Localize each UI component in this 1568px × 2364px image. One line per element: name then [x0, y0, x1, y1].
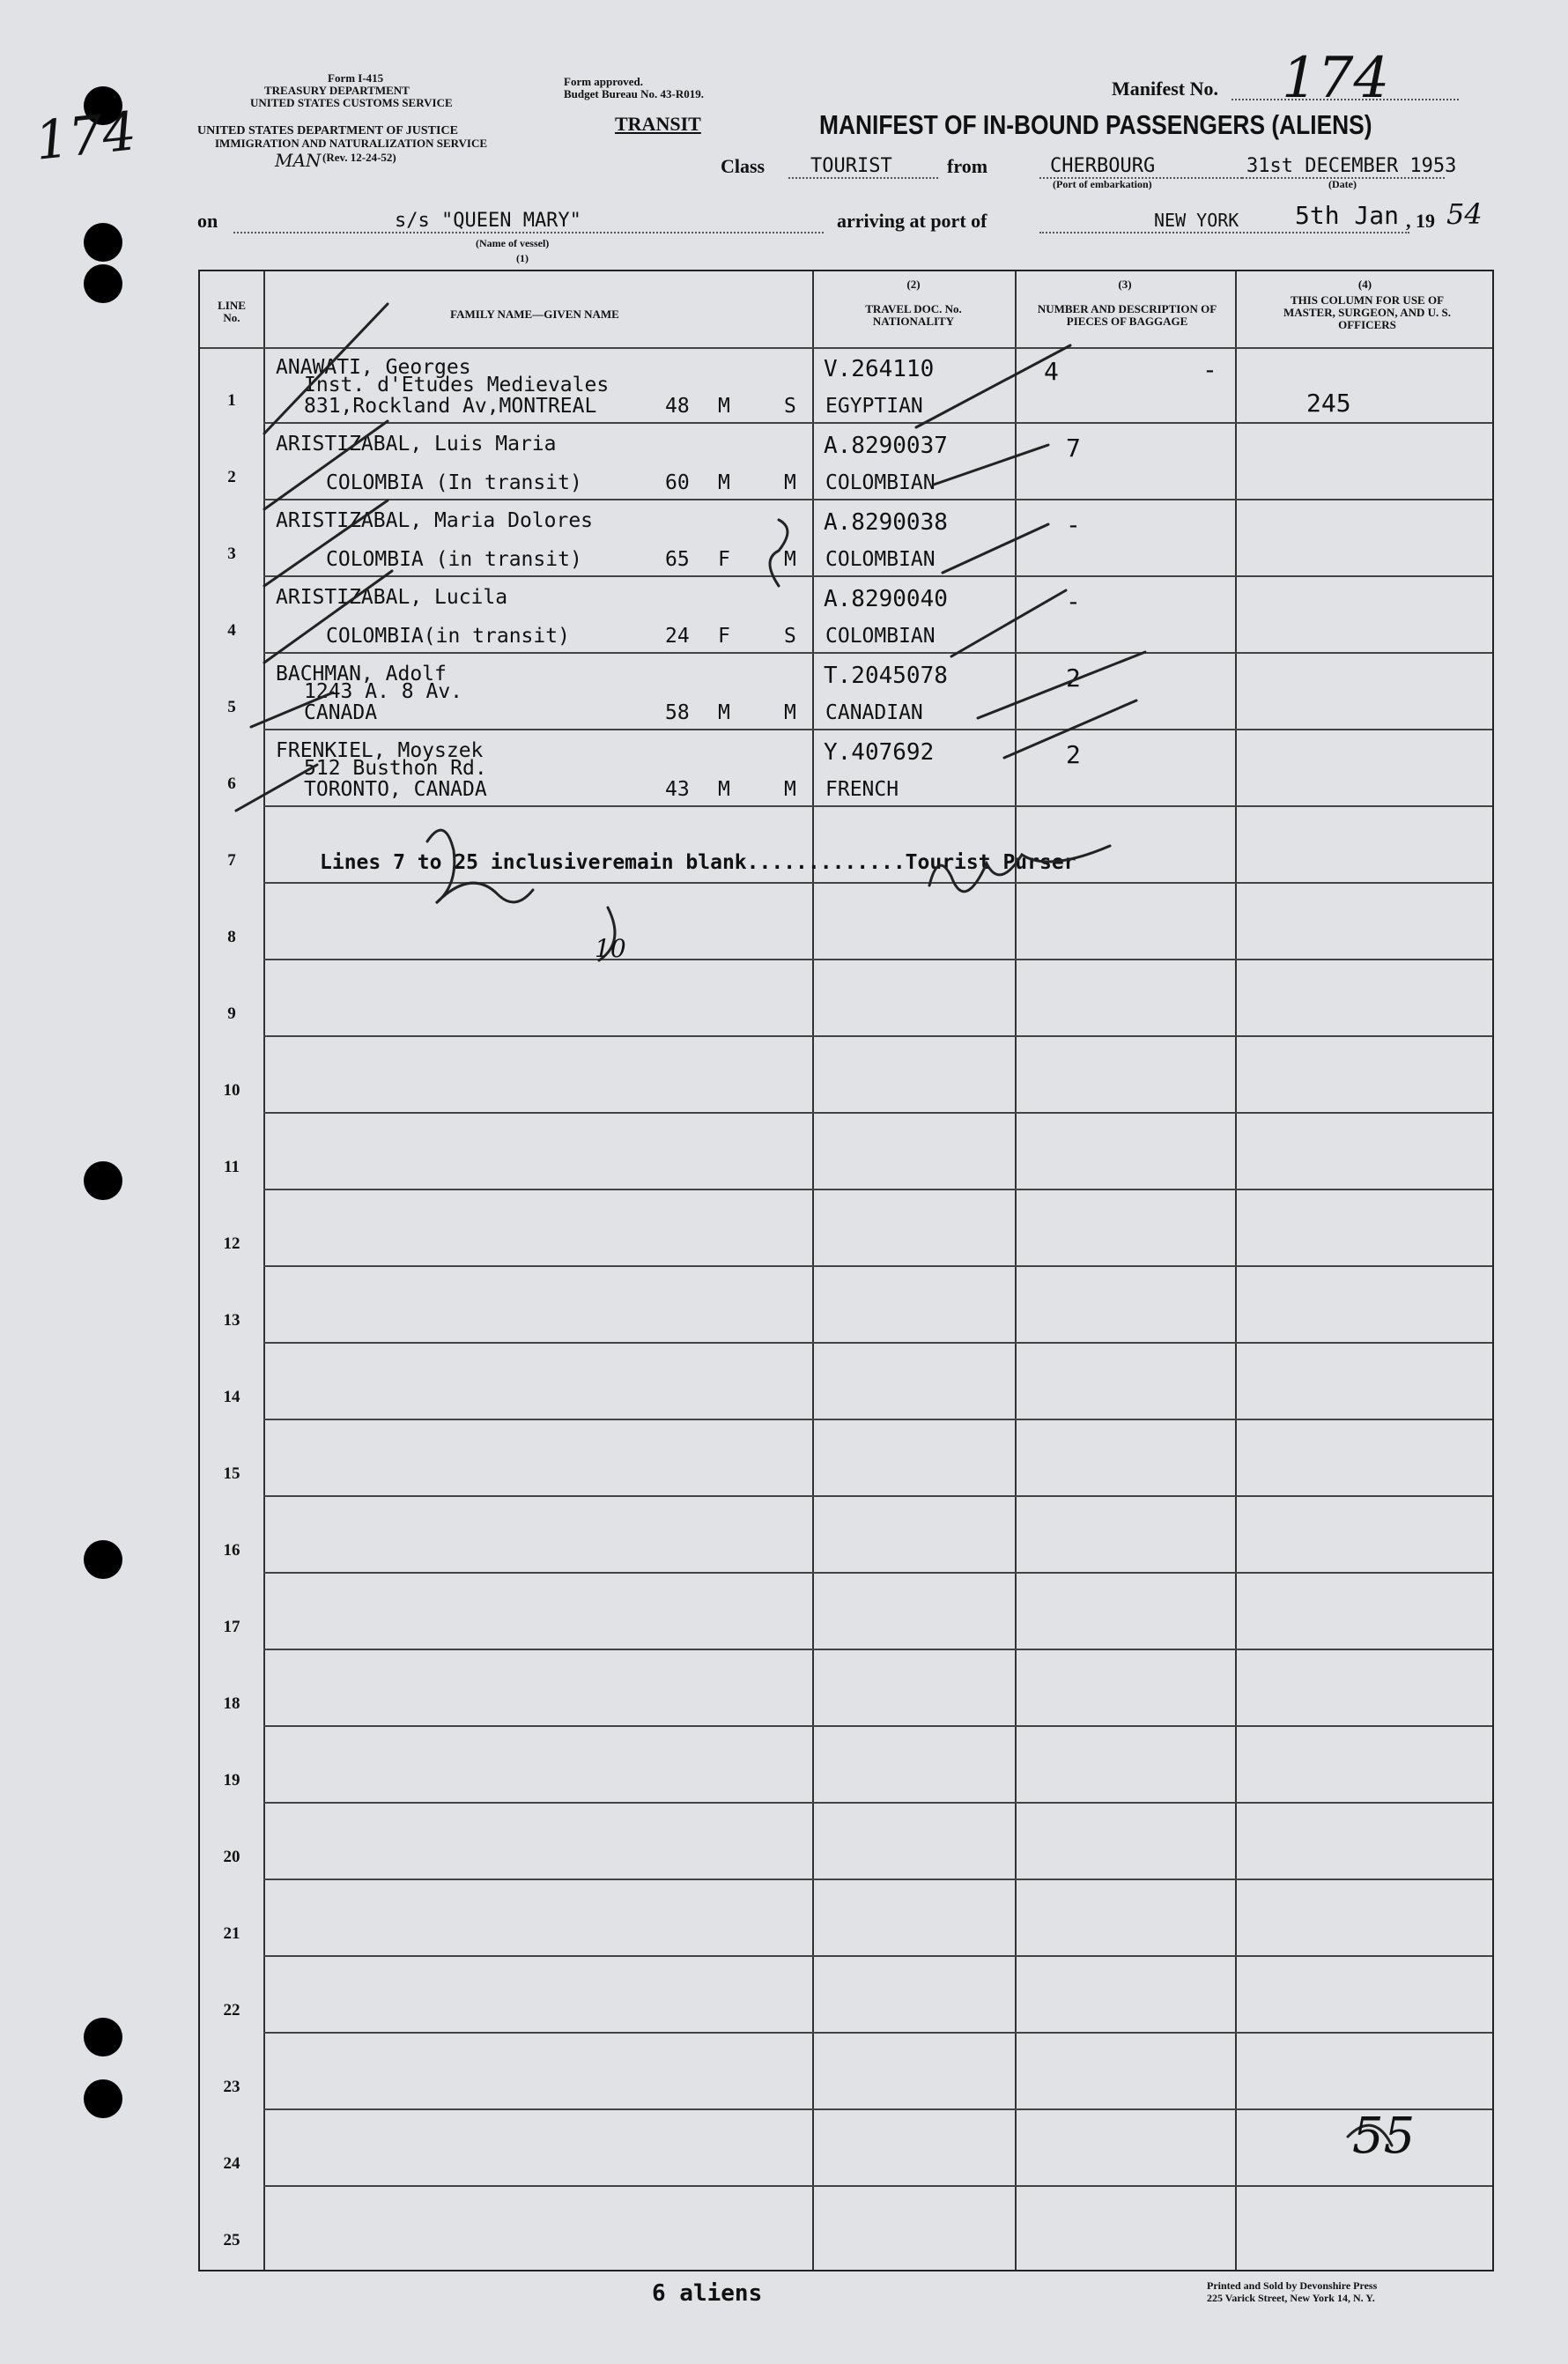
dept-customs: UNITED STATES CUSTOMS SERVICE: [250, 96, 453, 109]
line-number: 15: [223, 1464, 240, 1483]
row-divider: [263, 1955, 1492, 1957]
col-divider: [1235, 271, 1237, 2270]
from-label: from: [947, 155, 988, 177]
passenger-name: ARISTIZABAL, Luis Maria: [276, 433, 557, 456]
passenger-baggage: 4: [1044, 357, 1059, 386]
vessel-col-no: (1): [516, 252, 529, 264]
manifest-title: MANIFEST OF IN-BOUND PASSENGERS (ALIENS): [819, 109, 1372, 140]
line-number: 23: [223, 2078, 240, 2096]
passenger-doc-no: A.8290040: [824, 586, 948, 612]
passenger-sex: M: [718, 395, 730, 418]
printer-line2: 225 Varick Street, New York 14, N. Y.: [1207, 2292, 1375, 2304]
passenger-age: 65: [665, 548, 690, 571]
line-number: 18: [223, 1694, 240, 1713]
passenger-baggage: 7: [1066, 434, 1081, 463]
line-number: 21: [223, 1924, 240, 1943]
passenger-nationality: EGYPTIAN: [825, 395, 923, 418]
col-header-baggage-no: (3): [1118, 278, 1132, 291]
blank-lines-remark: Lines 7 to 25 inclusiveremain blank.............Tourist Purser: [320, 851, 1076, 874]
row-divider: [263, 1035, 1492, 1037]
vessel-value: s/s "QUEEN MARY": [395, 210, 581, 232]
passenger-status: M: [784, 701, 796, 724]
passenger-address-line1: Inst. d'Etudes Medievales: [304, 374, 610, 396]
row-divider: [263, 1265, 1492, 1267]
line-number: 7: [227, 851, 236, 870]
row-divider: [263, 805, 1492, 807]
line-number: 17: [223, 1618, 240, 1636]
line-number: 9: [227, 1004, 236, 1023]
row-divider: [263, 1419, 1492, 1420]
passenger-status: M: [784, 778, 796, 801]
row-divider: [263, 729, 1492, 730]
budget-bureau: Budget Bureau No. 43-R019.: [564, 87, 705, 100]
line-number: 8: [227, 928, 236, 946]
corner-note: 174: [32, 100, 139, 173]
manifest-no: 174: [1282, 46, 1390, 111]
on-label: on: [197, 210, 218, 232]
passenger-name: ANAWATI, Georges: [276, 356, 471, 379]
row-divider: [263, 1725, 1492, 1727]
row-divider: [263, 2108, 1492, 2110]
row-divider: [263, 652, 1492, 654]
col-divider: [812, 271, 814, 2270]
line-number: 20: [223, 1848, 240, 1866]
passenger-sex: F: [718, 625, 730, 648]
form-id: Form I-415: [328, 71, 384, 85]
line-number: 12: [223, 1234, 240, 1253]
passenger-sex: M: [718, 778, 730, 801]
header-divider: [200, 347, 1492, 349]
date-value: 31st DECEMBER 1953: [1246, 155, 1457, 177]
row-divider: [263, 575, 1492, 577]
port-caption: (Port of embarkation): [1053, 178, 1152, 190]
passenger-address-line2: 831,Rockland Av,MONTREAL: [304, 395, 597, 418]
transit-label: TRANSIT: [615, 113, 701, 135]
arrival-date: 5th Jan: [1295, 201, 1400, 230]
passenger-age: 24: [665, 625, 690, 648]
passenger-baggage: -: [1066, 510, 1081, 539]
row-divider: [263, 1189, 1492, 1190]
row-divider: [263, 882, 1492, 884]
row-divider: [263, 1342, 1492, 1344]
col-header-doc-no: (2): [906, 278, 921, 291]
class-line: [788, 177, 938, 179]
passenger-age: 48: [665, 395, 690, 418]
passenger-age: 58: [665, 701, 690, 724]
passenger-baggage: 2: [1066, 663, 1081, 693]
passenger-status: M: [784, 548, 796, 571]
binder-hole: [84, 1540, 122, 1579]
manifest-no-label: Manifest No.: [1112, 78, 1218, 100]
passenger-baggage-mark: -: [1202, 355, 1217, 384]
form-approved: Form approved.: [564, 75, 644, 88]
line-number: 5: [227, 698, 236, 716]
arriving-label: arriving at port of: [837, 210, 987, 232]
passenger-sex: F: [718, 548, 730, 571]
row-divider: [263, 1649, 1492, 1650]
line-number: 11: [224, 1158, 240, 1176]
class-value: TOURIST: [810, 155, 892, 177]
col-header-line-no: LINE No.: [218, 299, 246, 324]
passenger-name: ARISTIZABAL, Lucila: [276, 586, 508, 609]
passenger-nationality: CANADIAN: [825, 701, 923, 724]
line-number: 25: [223, 2231, 240, 2249]
passenger-status: S: [784, 395, 796, 418]
row-divider: [263, 1879, 1492, 1880]
class-label: Class: [721, 155, 766, 177]
passenger-age: 43: [665, 778, 690, 801]
dept-justice: UNITED STATES DEPARTMENT OF JUSTICE: [197, 124, 458, 137]
corner-mark: 55: [1352, 2108, 1416, 2165]
line-number: 14: [223, 1388, 240, 1406]
line-number: 16: [223, 1541, 240, 1560]
line-number: 3: [227, 545, 236, 563]
passenger-sex: M: [718, 701, 730, 724]
binder-hole: [84, 1161, 122, 1200]
passenger-address-line2: COLOMBIA (in transit): [326, 548, 582, 571]
aliens-total: 6 aliens: [652, 2280, 763, 2307]
passenger-doc-no: A.8290037: [824, 433, 948, 459]
passenger-name: FRENKIEL, Moyszek: [276, 739, 484, 762]
row-divider: [263, 1572, 1492, 1574]
arrival-port: NEW YORK: [1154, 210, 1239, 231]
binder-hole: [84, 264, 122, 303]
passenger-address-line2: TORONTO, CANADA: [304, 778, 487, 801]
date-caption: (Date): [1328, 178, 1357, 190]
passenger-status: M: [784, 471, 796, 494]
row-divider: [263, 959, 1492, 960]
vessel-caption: (Name of vessel): [476, 237, 550, 249]
officer-note: 245: [1306, 389, 1351, 418]
passenger-doc-no: A.8290038: [824, 509, 948, 536]
binder-hole: [84, 223, 122, 262]
line-number: 2: [227, 468, 236, 486]
row-divider: [263, 422, 1492, 424]
passenger-baggage: 2: [1066, 740, 1081, 769]
passenger-nationality: COLOMBIAN: [825, 625, 936, 648]
passenger-name: ARISTIZABAL, Maria Dolores: [276, 509, 594, 532]
binder-hole: [84, 2079, 122, 2118]
col-divider: [263, 271, 265, 2270]
passenger-address-line1: 512 Busthon Rd.: [304, 757, 487, 780]
passenger-nationality: COLOMBIAN: [825, 471, 936, 494]
line-number: 10: [223, 1081, 240, 1100]
passenger-address-line2: COLOMBIA(in transit): [326, 625, 570, 648]
passenger-address-line2: CANADA: [304, 701, 378, 724]
passenger-doc-no: Y.407692: [824, 739, 935, 766]
col-header-name: FAMILY NAME—GIVEN NAME: [450, 308, 619, 321]
line-number: 24: [223, 2154, 240, 2173]
line-number: 1: [227, 391, 236, 410]
line-number: 22: [223, 2001, 240, 2019]
row-divider: [263, 2185, 1492, 2187]
printer-line1: Printed and Sold by Devonshire Press: [1207, 2279, 1378, 2292]
inspector-initial: 10: [595, 934, 626, 963]
passenger-nationality: FRENCH: [825, 778, 899, 801]
row-divider: [263, 1802, 1492, 1804]
col-header-officers: THIS COLUMN FOR USE OF MASTER, SURGEON, AND U. S. OFFICERS: [1283, 293, 1451, 331]
row-divider: [263, 499, 1492, 500]
line-number: 19: [223, 1771, 240, 1790]
passenger-address-line1: 1243 A. 8 Av.: [304, 680, 463, 703]
form-revision: (Rev. 12-24-52): [322, 151, 396, 164]
from-value: CHERBOURG: [1050, 155, 1156, 177]
passenger-status: S: [784, 625, 796, 648]
col-header-doc: TRAVEL DOC. No. NATIONALITY: [865, 302, 962, 328]
arrival-line: [1039, 232, 1409, 233]
dept-treasury: TREASURY DEPARTMENT: [264, 84, 410, 97]
binder-hole: [84, 2018, 122, 2056]
col-header-officers-no: (4): [1357, 278, 1372, 291]
line-number: 6: [227, 774, 236, 793]
line-number: 4: [227, 621, 236, 640]
rev-handwritten: MAN: [275, 150, 322, 171]
arrival-year: 54: [1446, 197, 1483, 231]
row-divider: [263, 2032, 1492, 2034]
passenger-doc-no: V.264110: [824, 356, 935, 382]
col-header-baggage: NUMBER AND DESCRIPTION OF PIECES OF BAGGAGE: [1037, 302, 1217, 328]
passenger-baggage: -: [1066, 587, 1081, 616]
col-divider: [1015, 271, 1017, 2270]
row-divider: [263, 1495, 1492, 1497]
passenger-age: 60: [665, 471, 690, 494]
arrival-year-prefix: , 19: [1406, 210, 1435, 232]
dept-ins: IMMIGRATION AND NATURALIZATION SERVICE: [215, 137, 488, 150]
line-number: 13: [223, 1311, 240, 1330]
vessel-line: [233, 232, 824, 233]
passenger-doc-no: T.2045078: [824, 663, 948, 689]
passenger-nationality: COLOMBIAN: [825, 548, 936, 571]
passenger-address-line2: COLOMBIA (In transit): [326, 471, 582, 494]
passenger-name: BACHMAN, Adolf: [276, 663, 447, 685]
passenger-sex: M: [718, 471, 730, 494]
row-divider: [263, 1112, 1492, 1114]
